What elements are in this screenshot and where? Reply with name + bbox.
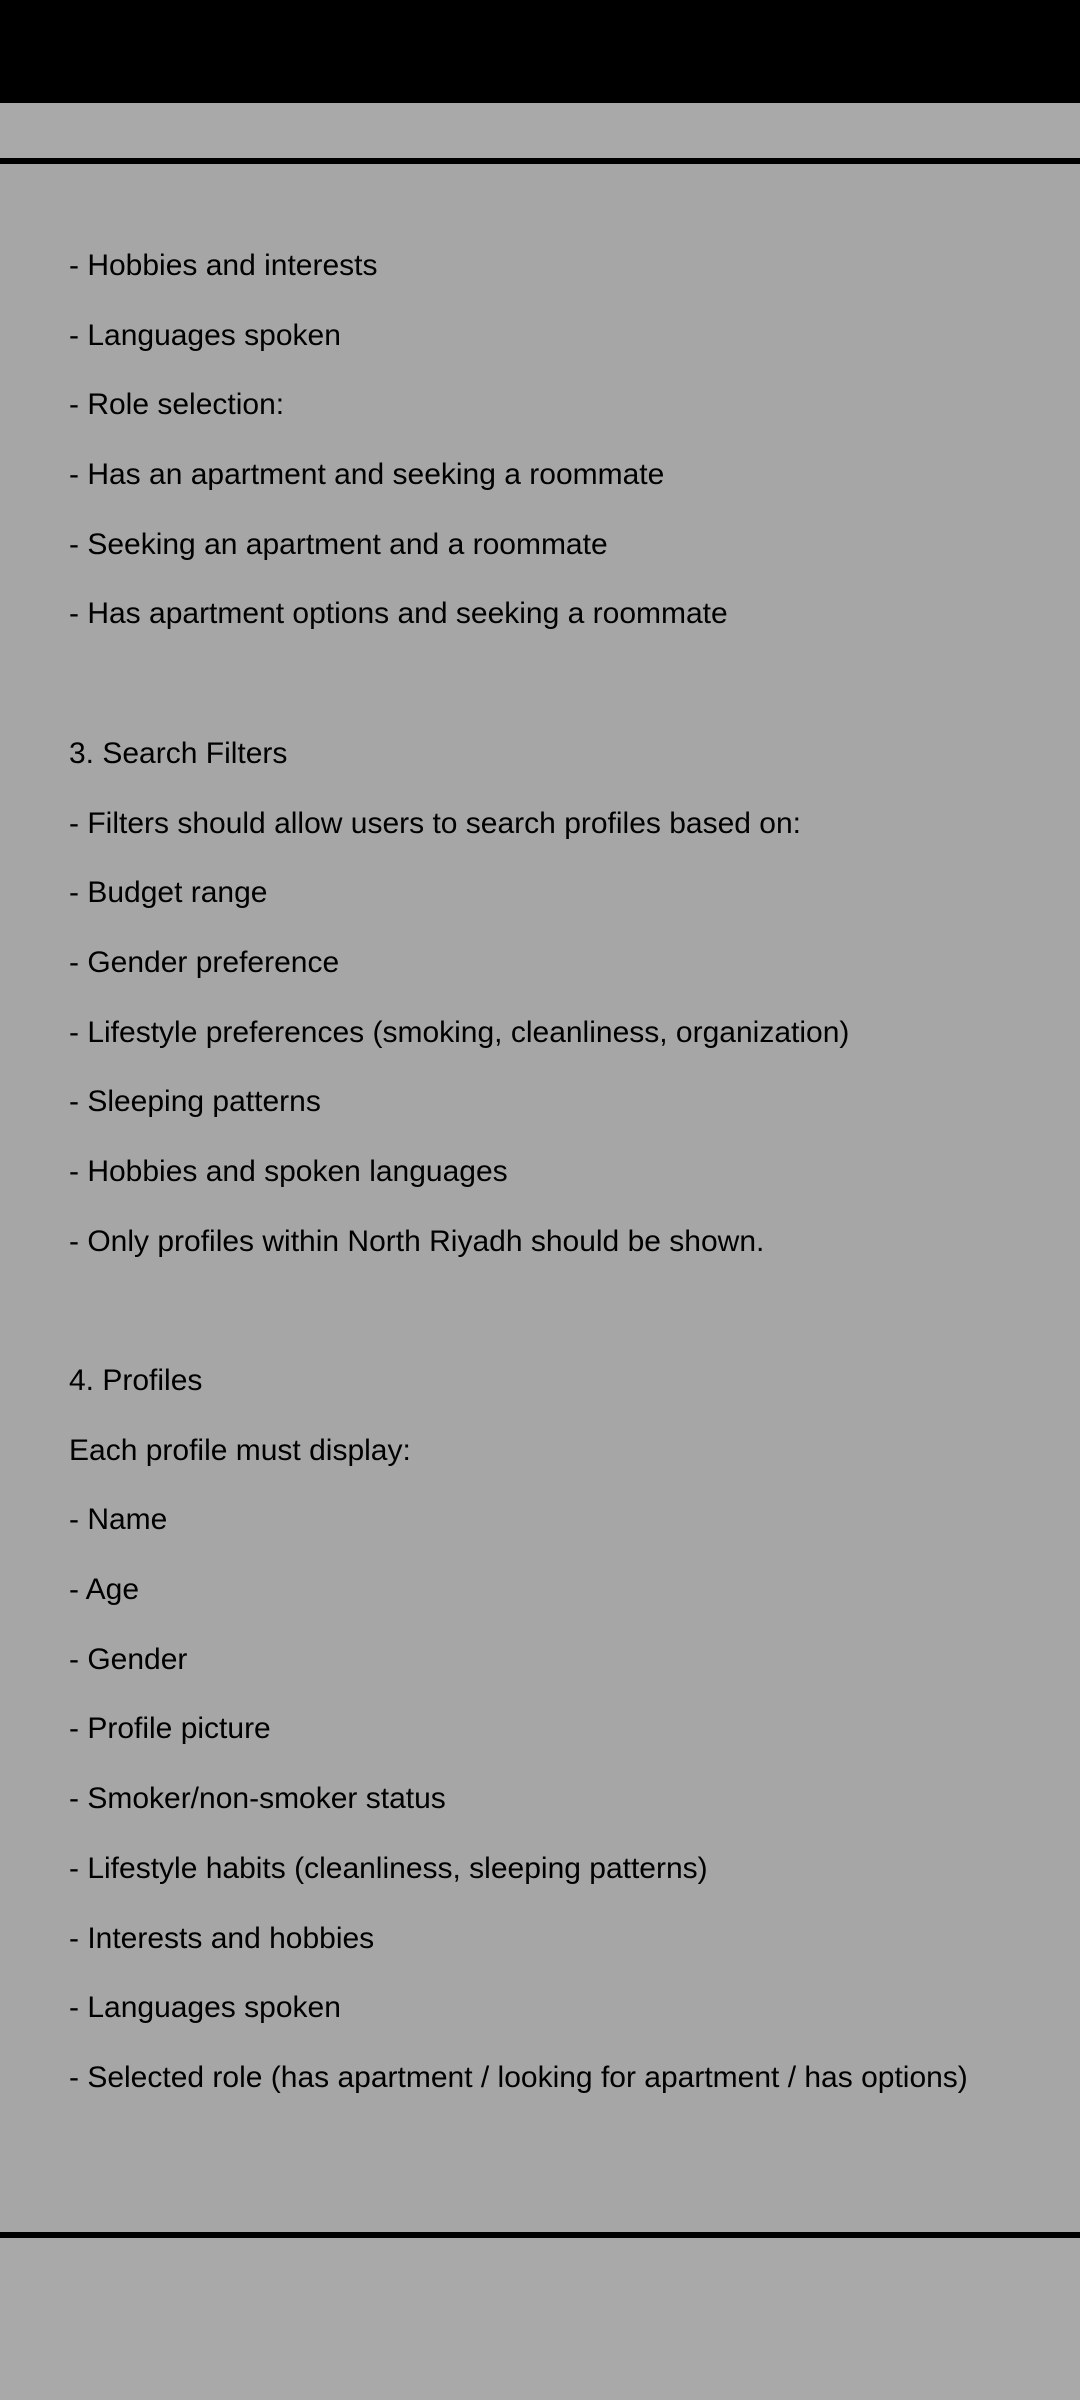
document-line: - Gender preference	[69, 945, 340, 979]
document-line: - Lifestyle preferences (smoking, cleanliness, organization)	[69, 1015, 850, 1049]
blank-line	[69, 1276, 1059, 1346]
document-line: - Lifestyle habits (cleanliness, sleeping patterns)	[69, 1851, 708, 1885]
document-line: - Profile picture	[69, 1712, 271, 1746]
document-line: - Seeking an apartment and a roommate	[69, 527, 608, 561]
document-line: Each profile must display:	[69, 1433, 411, 1467]
document-line: - Has apartment options and seeking a roommate	[69, 597, 728, 631]
document-line: - Sleeping patterns	[69, 1085, 321, 1119]
document-line: - Languages spoken	[69, 1991, 341, 2025]
document-line: - Interests and hobbies	[69, 1921, 375, 1955]
top-bar	[0, 103, 1080, 158]
document-line: - Role selection:	[69, 388, 285, 422]
document-line: - Selected role (has apartment / looking for apartment / has options)	[69, 2060, 968, 2094]
document-text	[69, 231, 1059, 2113]
document-line: - Only profiles within North Riyadh should be shown.	[69, 1224, 765, 1258]
section-heading: 4. Profiles	[69, 1364, 203, 1397]
bottom-bar	[0, 2238, 1080, 2400]
document-line: - Hobbies and spoken languages	[69, 1154, 508, 1188]
document-line: - Has an apartment and seeking a roommate	[69, 458, 665, 492]
document-line: - Filters should allow users to search profiles based on:	[69, 806, 802, 840]
document-line: - Languages spoken	[69, 318, 341, 352]
document-line: - Name	[69, 1503, 168, 1537]
document-line: - Budget range	[69, 876, 268, 910]
document-view[interactable]	[0, 164, 1080, 2232]
blank-line	[69, 649, 1059, 719]
document-line: - Smoker/non-smoker status	[69, 1782, 446, 1816]
document-line: - Gender	[69, 1642, 188, 1676]
section-heading: 3. Search Filters	[69, 736, 288, 770]
document-line: - Hobbies and interests	[69, 249, 378, 282]
document-line: - Age	[69, 1573, 140, 1607]
status-bar	[0, 0, 1080, 103]
